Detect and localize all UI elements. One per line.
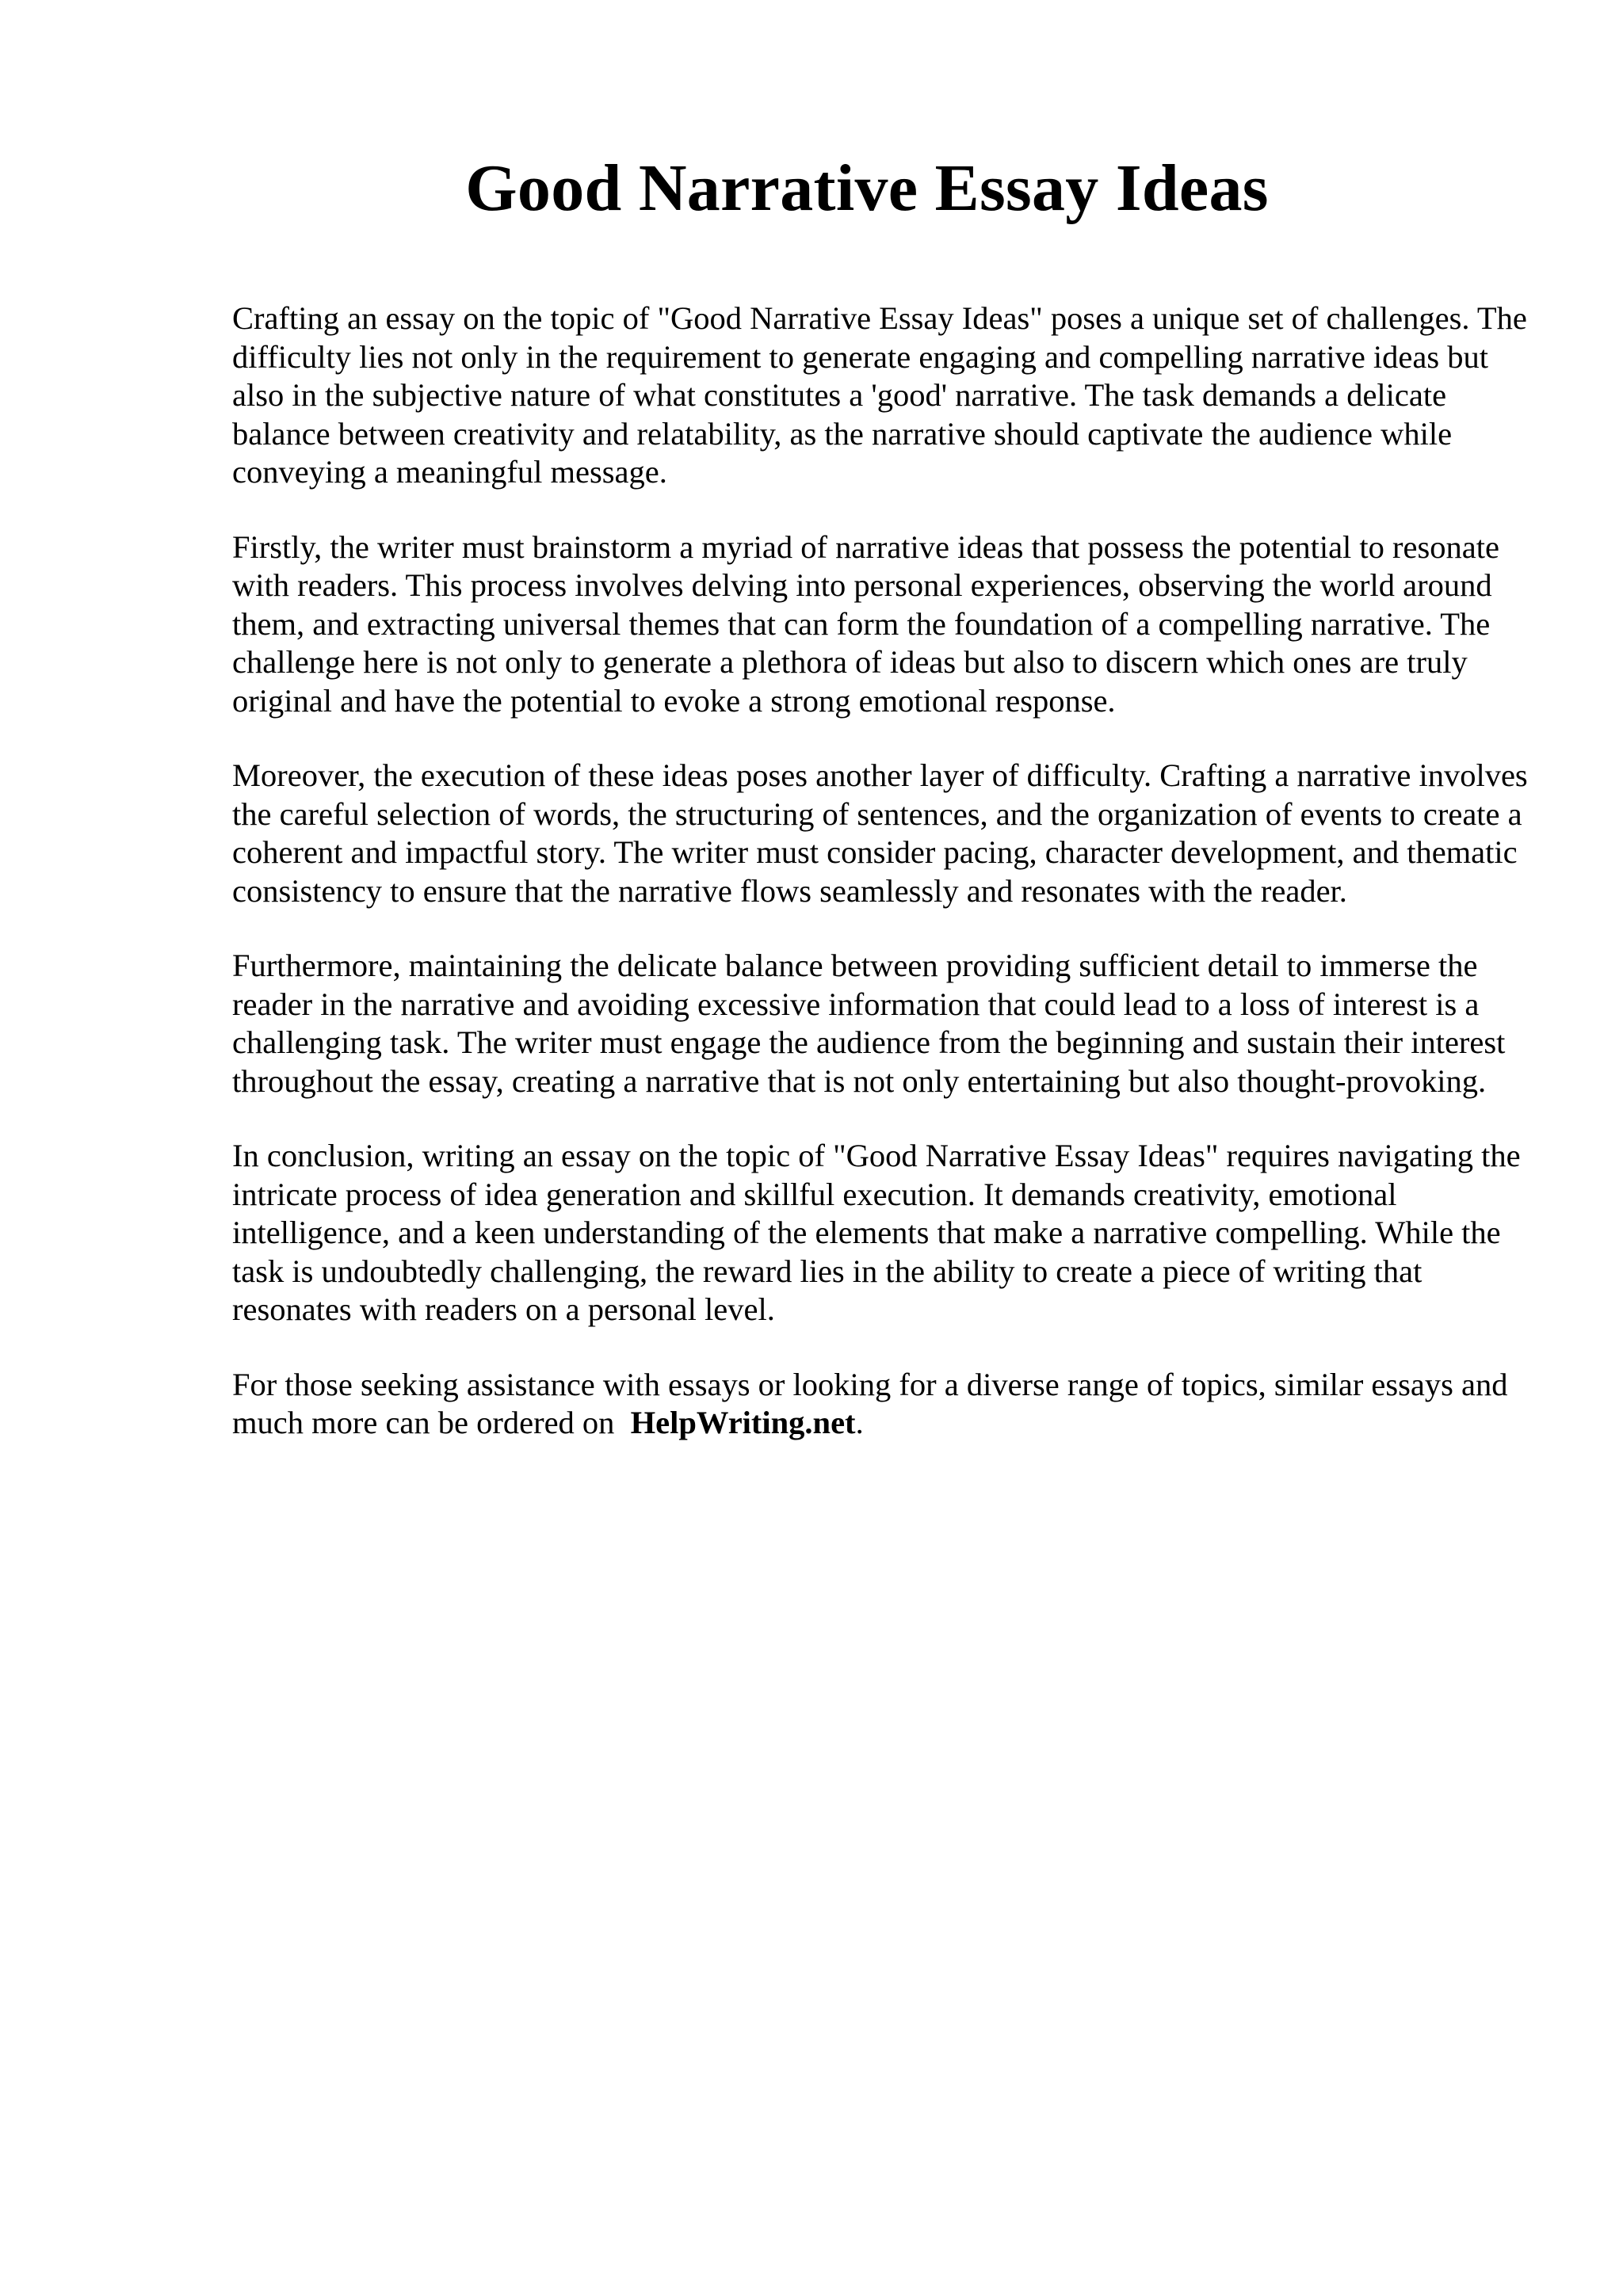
paragraph-1: Crafting an essay on the topic of "Good Narrative Essay Ideas" poses a unique set of challenges. The difficulty lies not only in the requirement to generate engaging and compelling narrative ideas but also in the subjective nature of what constitutes a 'good' narrative. The task demands a delicate balance between creativity and relatability, as the narrative should captivate the audience while conveying a meaningful message. (232, 300, 1527, 490)
closing-paragraph (232, 1366, 1532, 1443)
brand-link[interactable]: HelpWriting.net (630, 1405, 856, 1440)
paragraph-2: Firstly, the writer must brainstorm a myriad of narrative ideas that possess the potential to resonate with readers. This process involves delving into personal experiences, observing the world around them, and extracting universal themes that can form the foundation of a compelling narrative. The challenge here is not only to generate a plethora of ideas but also to discern which ones are truly original and have the potential to evoke a strong emotional response. (232, 528, 1499, 719)
closing-text: For those seeking assistance with essays or looking for a diverse range of topics, similar essays and much more can be ordered on (232, 1366, 1508, 1440)
document-title: Good Narrative Essay Ideas (465, 151, 1269, 225)
paragraph-4: Furthermore, maintaining the delicate balance between providing sufficient detail to immerse the reader in the narrative and avoiding excessive information that could lead to a loss of interest is a challenging task. The writer must engage the audience from the beginning and sustain their interest throughout the essay, creating a narrative that is not only entertaining but also thought-provoking. (232, 948, 1506, 1099)
closing-period: . (855, 1405, 864, 1440)
paragraph-3: Moreover, the execution of these ideas poses another layer of difficulty. Crafting a narrative involves the careful selection of words, the structuring of sentences, and the organization of events to create a coherent and impactful story. The writer must consider pacing, character development, and thematic consistency to ensure that the narrative flows seamlessly and resonates with the reader. (232, 757, 1528, 909)
paragraph-5: In conclusion, writing an essay on the topic of "Good Narrative Essay Ideas" requires navigating the intricate process of idea generation and skillful execution. It demands creativity, emotional intelligence, and a keen understanding of the elements that make a narrative compelling. While the task is undoubtedly challenging, the reward lies in the ability to create a piece of writing that resonates with readers on a personal level. (232, 1138, 1521, 1327)
document-body (232, 299, 1532, 1479)
